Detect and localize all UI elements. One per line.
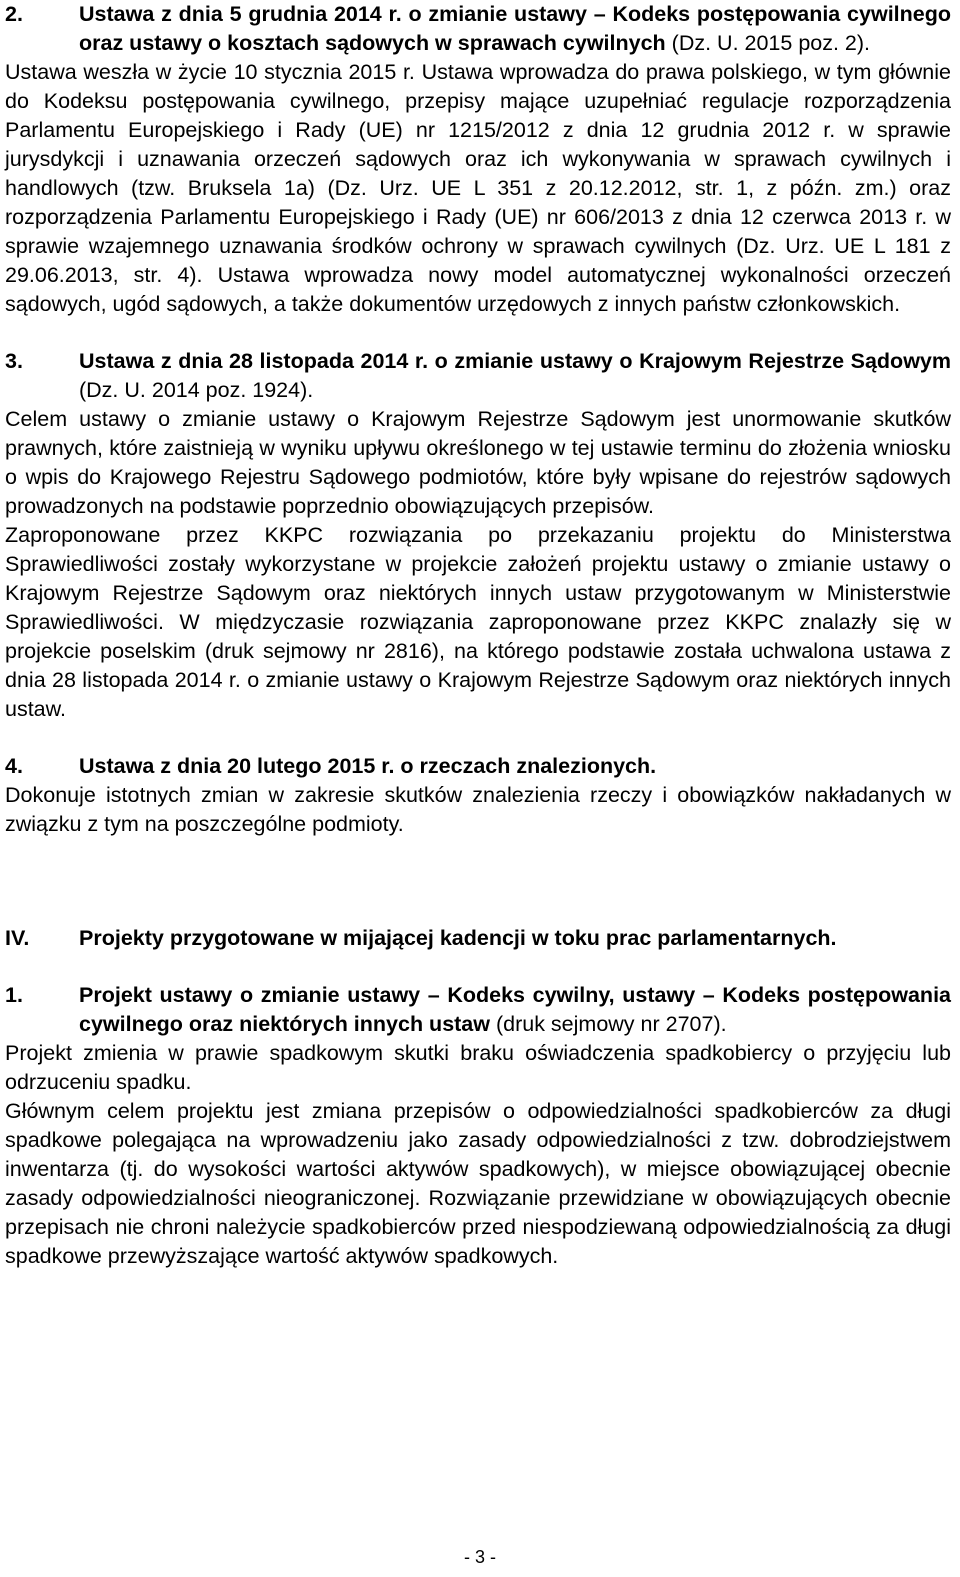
item-4-body: Dokonuje istotnych zmian w zakresie skutków znalezienia rzeczy i obowiązków nakładanych w związku z tym na poszczególne podmioty. [5,783,951,836]
item-2-title [79,0,951,58]
section-iv-heading [5,924,951,953]
project-1-heading [5,981,951,1039]
item-3-body-paragraph-2: Zaproponowane przez KKPC rozwiązania po przekazaniu projektu do Ministerstwa Sprawiedliwości zostały wykorzystane w projekcie założeń projektu ustawy o zmianie ustawy o Krajowym Rejestrze Sądowym oraz niektórych innych ustaw przygotowanym w Ministerstwie Sprawiedliwości. W międzyczasie rozwiązania zaproponowane przez KKPC znalazły się w projekcie poselskim (druk sejmowy nr 2816), na którego podstawie została uchwalona ustawa z dnia 28 listopada 2014 r. o zmianie ustawy o Krajowym Rejestrze Sądowym oraz niektórych innych ustaw. [5,523,951,721]
spacer [5,839,951,924]
item-3-title-citation: (Dz. U. 2014 poz. 1924). [79,378,314,402]
item-2-number: 2. [5,2,23,26]
item-2-heading [5,0,951,58]
item-3-title [79,347,951,405]
project-1-number: 1. [5,983,23,1007]
item-4-title-bold: Ustawa z dnia 20 lutego 2015 r. o rzeczach znalezionych. [79,754,657,778]
spacer [5,953,951,981]
project-1-title-bold: Projekt ustawy o zmianie ustawy – Kodeks cywilny, ustawy – Kodeks postępowania cywilnego oraz niektórych innych ustaw [79,983,951,1036]
project-1-title [79,981,951,1039]
section-iv-title-bold: Projekty przygotowane w mijającej kadencji w toku prac parlamentarnych. [79,926,837,950]
project-1-body-paragraph-2: Głównym celem projektu jest zmiana przepisów o odpowiedzialności spadkobierców za długi spadkowe polegająca na wprowadzeniu jako zasady odpowiedzialności z tzw. dobrodziejstwem inwentarza (tj. do wysokości wartości aktywów spadkowych), w miejsce obowiązującej obecnie zasady odpowiedzialności nieograniczonej. Rozwiązanie przewidziane w obowiązujących obecnie przepisach nie chroni należycie spadkobierców przed niespodziewaną odpowiedzialnością za długi spadkowe przewyższające wartość aktywów spadkowych. [5,1099,951,1268]
document-page [5,0,951,1271]
project-1-title-citation: (druk sejmowy nr 2707). [490,1012,727,1036]
item-2-title-citation: (Dz. U. 2015 poz. 2). [665,31,871,55]
item-3-heading [5,347,951,405]
item-3-body-paragraph-1: Celem ustawy o zmianie ustawy o Krajowym Rejestrze Sądowym jest unormowanie skutków prawnych, które zaistnieją w wyniku upływu określonego w tej ustawie terminu do złożenia wniosku o wpis do Krajowego Rejestru Sądowego podmiotów, które były wpisane do rejestrów sądowych prowadzonych na podstawie poprzednio obowiązujących przepisów. [5,407,951,518]
spacer [5,319,951,347]
project-1-body-paragraph-1: Projekt zmienia w prawie spadkowym skutki braku oświadczenia spadkobiercy o przyjęciu lub odrzuceniu spadku. [5,1041,951,1094]
page-number: - 3 - [463,1547,496,1567]
item-4-heading [5,752,951,781]
item-2-body: Ustawa weszła w życie 10 stycznia 2015 r. Ustawa wprowadza do prawa polskiego, w tym głównie do Kodeksu postępowania cywilnego, przepisy mające uzupełniać regulacje rozporządzenia Parlamentu Europejskiego i Rady (UE) nr 1215/2012 z dnia 12 grudnia 2012 r. w sprawie jurysdykcji i uznawania orzeczeń sądowych oraz ich wykonywania w sprawach cywilnych i handlowych (tzw. Bruksela 1a) (Dz. Urz. UE L 351 z 20.12.2012, str. 1, z późn. zm.) oraz rozporządzenia Parlamentu Europejskiego i Rady (UE) nr 606/2013 z dnia 12 czerwca 2013 r. w sprawie wzajemnego uznawania środków ochrony w sprawach cywilnych (Dz. Urz. UE L 181 z 29.06.2013, str. 4). Ustawa wprowadza nowy model automatycznej wykonalności orzeczeń sądowych, ugód sądowych, a także dokumentów urzędowych z innych państw członkowskich. [5,60,951,316]
item-4-title [79,752,951,781]
item-4-number: 4. [5,754,23,778]
item-2-title-bold: Ustawa z dnia 5 grudnia 2014 r. o zmianie ustawy – Kodeks postępowania cywilnego oraz ustawy o kosztach sądowych w sprawach cywilnych [79,2,951,55]
item-3-number: 3. [5,349,23,373]
section-iv-title [79,924,951,953]
spacer [5,724,951,752]
item-3-title-bold: Ustawa z dnia 28 listopada 2014 r. o zmianie ustawy o Krajowym Rejestrze Sądowym [79,349,951,373]
section-iv-number: IV. [5,926,30,950]
